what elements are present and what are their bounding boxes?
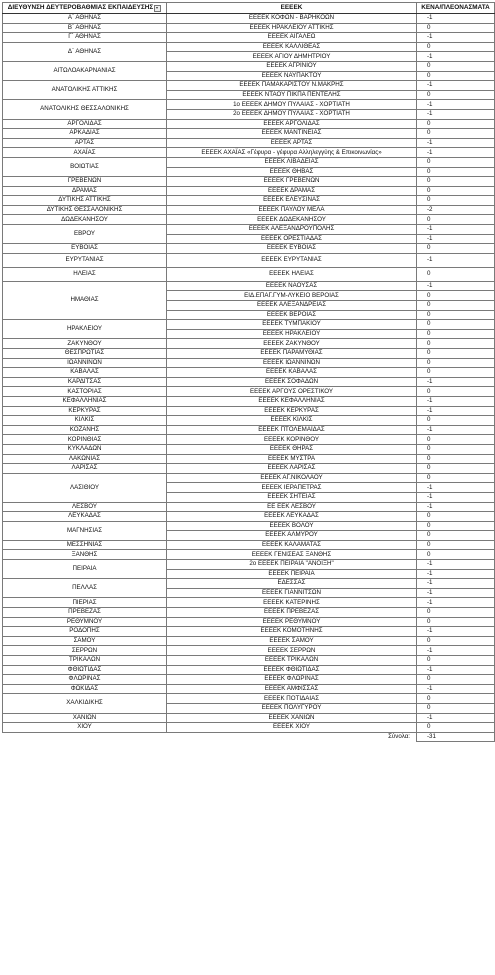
balance-cell[interactable]: 0	[417, 531, 495, 541]
table-row	[3, 196, 495, 206]
balance-cell[interactable]: -1	[417, 109, 495, 119]
table-row	[3, 368, 495, 378]
table-row	[3, 42, 495, 52]
table-row	[3, 215, 495, 225]
school-cell[interactable]: ΕΕΕΕΚ ΑΛΕΞΑΝΔΡΕΙΑΣ	[167, 301, 417, 311]
table-row	[3, 205, 495, 215]
vacancies-table	[2, 2, 495, 742]
directorate-cell[interactable]: ΚΕΡΚΥΡΑΣ	[3, 406, 167, 416]
school-cell[interactable]: ΕΕΕΕΚ ΧΙΟΥ	[167, 723, 417, 733]
table-row	[3, 23, 495, 33]
balance-cell[interactable]: -1	[417, 148, 495, 158]
directorate-cell[interactable]: ΠΕΙΡΑΙΑ	[3, 560, 167, 579]
balance-cell[interactable]: -1	[417, 492, 495, 502]
balance-cell[interactable]: -1	[417, 234, 495, 244]
table-row	[3, 723, 495, 733]
school-cell[interactable]: ΕΕΕΕΚ ΙΩΑΝΝΙΝΩΝ	[167, 358, 417, 368]
directorate-cell[interactable]: ΡΟΔΟΠΗΣ	[3, 627, 167, 637]
balance-cell[interactable]: 0	[417, 512, 495, 522]
directorate-cell[interactable]: ΔΥΤΙΚΗΣ ΑΤΤΙΚΗΣ	[3, 196, 167, 206]
school-cell[interactable]: ΕΕΕΕΚ ΚΕΡΚΥΡΑΣ	[167, 406, 417, 416]
balance-cell[interactable]: -2	[417, 205, 495, 215]
balance-cell[interactable]: -1	[417, 627, 495, 637]
directorate-cell[interactable]: ΕΒΡΟΥ	[3, 225, 167, 244]
table-row	[3, 608, 495, 618]
directorate-cell[interactable]: ΑΧΑΪΑΣ	[3, 148, 167, 158]
school-cell[interactable]: ΕΕΕΕΚ ΘΗΒΑΣ	[167, 167, 417, 177]
table-row	[3, 119, 495, 129]
directorate-cell[interactable]: Δ΄ ΑΘΗΝΑΣ	[3, 42, 167, 61]
table-row	[3, 560, 495, 570]
table-row	[3, 617, 495, 627]
table-row	[3, 14, 495, 24]
balance-cell[interactable]: 0	[417, 416, 495, 426]
directorate-cell[interactable]: ΠΙΕΡΙΑΣ	[3, 598, 167, 608]
table-row	[3, 358, 495, 368]
directorate-cell[interactable]: ΚΑΒΑΛΑΣ	[3, 368, 167, 378]
school-cell[interactable]: ΕΕΕΕΚ ΑΧΑΪΑΣ «Γέφυρα - γέφυρα Αλληλεγγύης & Επικοινωνίας»	[167, 148, 417, 158]
balance-cell[interactable]: 0	[417, 310, 495, 320]
table-row	[3, 148, 495, 158]
balance-cell[interactable]: -1	[417, 225, 495, 235]
school-cell[interactable]: ΕΕΕΕΚ ΠΑΜΑΚΑΡΙΣΤΟΥ Ν.ΜΑΚΡΗΣ	[167, 81, 417, 91]
directorate-cell[interactable]: ΓΡΕΒΕΝΩΝ	[3, 177, 167, 187]
balance-cell[interactable]: 0	[417, 656, 495, 666]
balance-cell[interactable]: -1	[417, 253, 495, 267]
school-cell[interactable]: ΕΕΕΕΚ ΠΡΕΒΕΖΑΣ	[167, 608, 417, 618]
table-row	[3, 425, 495, 435]
table-row	[3, 646, 495, 656]
balance-cell[interactable]: 0	[417, 349, 495, 359]
directorate-cell[interactable]: ΔΡΑΜΑΣ	[3, 186, 167, 196]
school-cell[interactable]: ΕΕΕΕΚ ΚΟΜΟΤΗΝΗΣ	[167, 627, 417, 637]
column-header-label: ΔΙΕΥΘΥΝΣΗ ΔΕΥΤΕΡΟΒΑΘΜΙΑΣ ΕΚΠΑΙΔΕΥΣΗΣ	[7, 3, 154, 11]
directorate-cell[interactable]: ΧΑΛΚΙΔΙΚΗΣ	[3, 694, 167, 713]
table-row	[3, 267, 495, 281]
school-cell[interactable]: 1ο ΕΕΕΕΚ ΔΗΜΟΥ ΠΥΛΑΙΑΣ - ΧΟΡΤΙΑΤΗ	[167, 100, 417, 110]
balance-cell[interactable]: 0	[417, 129, 495, 139]
school-cell[interactable]: ΕΙΔ.ΕΠΑΓ.ΓΥΜ-ΛΥΚΕΙΟ ΒΕΡΟΙΑΣ	[167, 291, 417, 301]
table-row	[3, 138, 495, 148]
school-cell[interactable]: ΕΕΕΕΚ ΟΡΕΣΤΙΑΔΑΣ	[167, 234, 417, 244]
table-row	[3, 598, 495, 608]
table-row	[3, 579, 495, 589]
table-row	[3, 444, 495, 454]
school-cell[interactable]: ΕΕΕΕΚ ΔΡΑΜΑΣ	[167, 186, 417, 196]
balance-cell[interactable]: 0	[417, 387, 495, 397]
balance-cell[interactable]: 0	[417, 358, 495, 368]
school-cell[interactable]: ΕΕΕΕΚ ΙΕΡΑΠΕΤΡΑΣ	[167, 483, 417, 493]
balance-cell[interactable]: 0	[417, 550, 495, 560]
school-cell[interactable]: ΕΕΕΕΚ ΕΥΒΟΙΑΣ	[167, 244, 417, 254]
balance-cell[interactable]: -1	[417, 396, 495, 406]
school-cell[interactable]: ΕΕΕΕΚ ΘΗΡΑΣ	[167, 444, 417, 454]
table-row	[3, 665, 495, 675]
balance-cell[interactable]: -1	[417, 100, 495, 110]
balance-cell[interactable]: 0	[417, 636, 495, 646]
balance-cell[interactable]: 0	[417, 368, 495, 378]
school-cell[interactable]: ΕΕΕΕΚ ΑΓΙΟΥ ΔΗΜΗΤΡΙΟΥ	[167, 52, 417, 62]
balance-cell[interactable]: -1	[417, 598, 495, 608]
school-cell[interactable]: ΕΕ ΕΕΚ ΛΕΣΒΟΥ	[167, 502, 417, 512]
balance-cell[interactable]: 0	[417, 196, 495, 206]
balance-cell[interactable]: -1	[417, 377, 495, 387]
directorate-cell[interactable]: ΦΘΙΩΤΙΔΑΣ	[3, 665, 167, 675]
table-row	[3, 694, 495, 704]
table-row	[3, 396, 495, 406]
balance-cell[interactable]: 0	[417, 464, 495, 474]
directorate-cell[interactable]: ΞΑΝΘΗΣ	[3, 550, 167, 560]
directorate-cell[interactable]: ΑΙΤΩΛΟΑΚΑΡΝΑΝΙΑΣ	[3, 61, 167, 80]
table-row	[3, 33, 495, 43]
school-cell[interactable]: ΕΕΕΕΚ ΠΟΛΥΓΥΡΟΥ	[167, 703, 417, 713]
school-cell[interactable]: ΕΕΕΕΚ ΛΑΡΙΣΑΣ	[167, 464, 417, 474]
directorate-cell[interactable]: ΔΩΔΕΚΑΝΗΣΟΥ	[3, 215, 167, 225]
table-row	[3, 684, 495, 694]
balance-cell[interactable]: 0	[417, 157, 495, 167]
school-cell[interactable]: ΕΕΕΕΚ ΚΑΛΑΜΑΤΑΣ	[167, 540, 417, 550]
balance-cell[interactable]: 0	[417, 435, 495, 445]
directorate-cell[interactable]: ΧΙΟΥ	[3, 723, 167, 733]
school-cell[interactable]: ΕΕΕΕΚ ΠΑΡΑΜΥΘΙΑΣ	[167, 349, 417, 359]
table-row	[3, 435, 495, 445]
directorate-cell[interactable]: ΛΑΚΩΝΙΑΣ	[3, 454, 167, 464]
school-cell[interactable]: ΕΕΕΕΚ ΚΑΛΛΙΘΕΑΣ	[167, 42, 417, 52]
school-cell[interactable]: ΕΕΕΕΚ ΣΟΦΑΔΩΝ	[167, 377, 417, 387]
school-cell[interactable]: ΕΕΕΕΚ ΦΛΩΡΙΝΑΣ	[167, 675, 417, 685]
balance-cell[interactable]: -1	[417, 483, 495, 493]
balance-cell[interactable]: 0	[417, 608, 495, 618]
directorate-cell[interactable]: ΣΕΡΡΩΝ	[3, 646, 167, 656]
table-body	[3, 14, 495, 733]
school-cell[interactable]: ΕΕΕΕΚ ΑΡΤΑΣ	[167, 138, 417, 148]
table-row	[3, 377, 495, 387]
directorate-cell[interactable]: ΚΑΡΔΙΤΣΑΣ	[3, 377, 167, 387]
directorate-cell[interactable]: Α΄ ΑΘΗΝΑΣ	[3, 14, 167, 24]
school-cell[interactable]: ΕΕΕΕΚ ΚΑΤΕΡΙΝΗΣ	[167, 598, 417, 608]
school-cell[interactable]: ΕΕΕΕΚ ΑΡΓΟΛΙΔΑΣ	[167, 119, 417, 129]
directorate-cell[interactable]: ΚΟΡΙΝΘΙΑΣ	[3, 435, 167, 445]
balance-cell[interactable]: 0	[417, 329, 495, 339]
directorate-cell[interactable]: ΑΝΑΤΟΛΙΚΗΣ ΑΤΤΙΚΗΣ	[3, 81, 167, 100]
school-cell[interactable]: ΕΕΕΕΚ ΤΡΙΚΑΛΩΝ	[167, 656, 417, 666]
balance-cell[interactable]: 0	[417, 301, 495, 311]
table-row	[3, 713, 495, 723]
balance-cell[interactable]: 0	[417, 71, 495, 81]
table-row	[3, 540, 495, 550]
table-row	[3, 675, 495, 685]
table-row	[3, 464, 495, 474]
directorate-cell[interactable]: ΗΛΕΙΑΣ	[3, 267, 167, 281]
table-row	[3, 129, 495, 139]
school-cell[interactable]: ΕΕΕΕΚ ΠΑΥΛΟΥ ΜΕΛΑ	[167, 205, 417, 215]
column-header-balance[interactable]: ΚΕΝΑ/ΠΛΕΟΝΑΣΜΑΤΑ	[417, 3, 495, 14]
school-cell[interactable]: ΕΕΕΕΚ ΑΜΦΙΣΣΑΣ	[167, 684, 417, 694]
directorate-cell[interactable]: ΛΑΣΙΘΙΟΥ	[3, 473, 167, 502]
directorate-cell[interactable]: ΦΩΚΙΔΑΣ	[3, 684, 167, 694]
directorate-cell[interactable]: ΙΩΑΝΝΙΝΩΝ	[3, 358, 167, 368]
directorate-cell[interactable]: ΚΙΛΚΙΣ	[3, 416, 167, 426]
balance-cell[interactable]: 0	[417, 119, 495, 129]
school-cell[interactable]: ΕΕΕΕΚ ΜΥΣΤΡΑ	[167, 454, 417, 464]
table-row	[3, 387, 495, 397]
school-cell[interactable]: ΕΕΕΕΚ ΜΑΝΤΙΝΕΙΑΣ	[167, 129, 417, 139]
table-row	[3, 177, 495, 187]
school-cell[interactable]: ΕΕΕΕΚ ΚΑΒΑΛΑΣ	[167, 368, 417, 378]
directorate-cell[interactable]: ΠΡΕΒΕΖΑΣ	[3, 608, 167, 618]
table-row	[3, 253, 495, 267]
directorate-cell[interactable]: ΗΜΑΘΙΑΣ	[3, 281, 167, 319]
school-cell[interactable]: ΕΔΕΣΣΑΣ	[167, 579, 417, 589]
directorate-cell[interactable]: ΑΡΚΑΔΙΑΣ	[3, 129, 167, 139]
school-cell[interactable]: ΕΕΕΕΚ ΑΙΓΑΛΕΩ	[167, 33, 417, 43]
school-cell[interactable]: ΕΕΕΕΚ ΣΑΜΟΥ	[167, 636, 417, 646]
balance-cell[interactable]: -1	[417, 646, 495, 656]
balance-cell[interactable]: 0	[417, 521, 495, 531]
balance-cell[interactable]: 0	[417, 473, 495, 483]
table-row	[3, 454, 495, 464]
directorate-cell[interactable]: ΜΕΣΣΗΝΙΑΣ	[3, 540, 167, 550]
directorate-cell[interactable]: ΡΕΘΥΜΝΟΥ	[3, 617, 167, 627]
header-row	[3, 3, 495, 14]
table-row	[3, 512, 495, 522]
school-cell[interactable]: ΕΕΕΕΚ ΠΕΙΡΑΙΑ	[167, 569, 417, 579]
school-cell[interactable]: ΕΕΕΕΚ ΓΡΕΒΕΝΩΝ	[167, 177, 417, 187]
table-row	[3, 473, 495, 483]
school-cell[interactable]: ΕΕΕΕΚ ΧΑΝΙΩΝ	[167, 713, 417, 723]
balance-cell[interactable]: -1	[417, 281, 495, 291]
balance-cell[interactable]: -1	[417, 579, 495, 589]
balance-cell[interactable]: 0	[417, 454, 495, 464]
school-cell[interactable]: ΕΕΕΕΚ ΓΙΑΝΝΙΤΣΩΝ	[167, 588, 417, 598]
balance-cell[interactable]: 0	[417, 186, 495, 196]
school-cell[interactable]: ΕΕΕΕΚ ΒΟΛΟΥ	[167, 521, 417, 531]
balance-cell[interactable]: 0	[417, 167, 495, 177]
table-row	[3, 521, 495, 531]
school-cell[interactable]: ΕΕΕΕΚ ΑΡΓΟΥΣ ΟΡΕΣΤΙΚΟΥ	[167, 387, 417, 397]
directorate-cell[interactable]: ΕΥΡΥΤΑΝΙΑΣ	[3, 253, 167, 267]
school-cell[interactable]: ΕΕΕΕΚ ΑΛΕΞΑΝΔΡΟΥΠΟΛΗΣ	[167, 225, 417, 235]
table-row	[3, 81, 495, 91]
directorate-cell[interactable]: ΘΕΣΠΡΩΤΙΑΣ	[3, 349, 167, 359]
balance-cell[interactable]: -1	[417, 684, 495, 694]
school-cell[interactable]: ΕΕΕΕΚ ΛΕΥΚΑΔΑΣ	[167, 512, 417, 522]
school-cell[interactable]: 2ο ΕΕΕΕΚ ΔΗΜΟΥ ΠΥΛΑΙΑΣ - ΧΟΡΤΙΑΤΗ	[167, 109, 417, 119]
table-row	[3, 100, 495, 110]
column-header-directorate[interactable]	[3, 3, 167, 14]
directorate-cell[interactable]: ΗΡΑΚΛΕΙΟΥ	[3, 320, 167, 339]
balance-cell[interactable]: 0	[417, 320, 495, 330]
table-row	[3, 61, 495, 71]
table-row	[3, 320, 495, 330]
school-cell[interactable]: ΕΕΕΕΚ ΕΥΡΥΤΑΝΙΑΣ	[167, 253, 417, 267]
balance-cell[interactable]: 0	[417, 675, 495, 685]
directorate-cell[interactable]: ΕΥΒΟΙΑΣ	[3, 244, 167, 254]
school-cell[interactable]: ΕΕΕΕΚ ΝΤΑΟΥ ΠΙΚΠΑ ΠΕΝΤΕΛΗΣ	[167, 90, 417, 100]
directorate-cell[interactable]: ΒΟΙΩΤΙΑΣ	[3, 157, 167, 176]
school-cell[interactable]: ΕΕΕΕΚ ΝΑΟΥΣΑΣ	[167, 281, 417, 291]
table-row	[3, 636, 495, 646]
balance-cell[interactable]: 0	[417, 267, 495, 281]
school-cell[interactable]: ΕΕΕΕΚ ΒΕΡΟΙΑΣ	[167, 310, 417, 320]
total-value[interactable]: -31	[417, 732, 495, 742]
directorate-cell[interactable]: Γ΄ ΑΘΗΝΑΣ	[3, 33, 167, 43]
table-row	[3, 550, 495, 560]
balance-cell[interactable]: 0	[417, 244, 495, 254]
school-cell[interactable]: ΕΕΕΕΚ ΑΓ.ΝΙΚΟΛΑΟΥ	[167, 473, 417, 483]
table-row	[3, 186, 495, 196]
balance-cell[interactable]: 0	[417, 723, 495, 733]
school-cell[interactable]: ΕΕΕΕΚ ΚΙΛΚΙΣ	[167, 416, 417, 426]
table-row	[3, 656, 495, 666]
table-row	[3, 225, 495, 235]
directorate-cell[interactable]: ΤΡΙΚΑΛΩΝ	[3, 656, 167, 666]
dropdown-arrow-icon[interactable]	[154, 5, 161, 12]
balance-cell[interactable]: 0	[417, 694, 495, 704]
table-row	[3, 349, 495, 359]
directorate-cell[interactable]: ΚΕΦΑΛΛΗΝΙΑΣ	[3, 396, 167, 406]
directorate-cell[interactable]: ΖΑΚΥΝΘΟΥ	[3, 339, 167, 349]
school-cell[interactable]: ΕΕΕΕΚ ΚΟΦΩΝ - ΒΑΡΗΚΟΩΝ	[167, 14, 417, 24]
balance-cell[interactable]: 0	[417, 540, 495, 550]
school-cell[interactable]: ΕΕΕΕΚ ΚΟΡΙΝΘΟΥ	[167, 435, 417, 445]
table-row	[3, 157, 495, 167]
balance-cell[interactable]: 0	[417, 177, 495, 187]
balance-cell[interactable]: -1	[417, 502, 495, 512]
balance-cell[interactable]: -1	[417, 713, 495, 723]
school-cell[interactable]: ΕΕΕΕΚ ΣΗΤΕΙΑΣ	[167, 492, 417, 502]
directorate-cell[interactable]: Β΄ ΑΘΗΝΑΣ	[3, 23, 167, 33]
directorate-cell[interactable]: ΔΥΤΙΚΗΣ ΘΕΣΣΑΛΟΝΙΚΗΣ	[3, 205, 167, 215]
directorate-cell[interactable]: ΛΕΥΚΑΔΑΣ	[3, 512, 167, 522]
total-row	[3, 732, 495, 742]
balance-cell[interactable]: -1	[417, 52, 495, 62]
balance-cell[interactable]: -1	[417, 14, 495, 24]
balance-cell[interactable]: 0	[417, 42, 495, 52]
balance-cell[interactable]: -1	[417, 33, 495, 43]
school-cell[interactable]: ΕΕΕΕΚ ΗΡΑΚΛΕΙΟΥ ΑΤΤΙΚΗΣ	[167, 23, 417, 33]
school-cell[interactable]: ΕΕΕΕΚ ΔΩΔΕΚΑΝΗΣΟΥ	[167, 215, 417, 225]
directorate-cell[interactable]: ΑΡΓΟΛΙΔΑΣ	[3, 119, 167, 129]
balance-cell[interactable]: -1	[417, 81, 495, 91]
school-cell[interactable]: ΕΕΕΕΚ ΑΓΡΙΝΙΟΥ	[167, 61, 417, 71]
balance-cell[interactable]: 0	[417, 444, 495, 454]
balance-cell[interactable]: 0	[417, 23, 495, 33]
table-row	[3, 281, 495, 291]
directorate-cell[interactable]: ΜΑΓΝΗΣΙΑΣ	[3, 521, 167, 540]
directorate-cell[interactable]: ΠΕΛΛΑΣ	[3, 579, 167, 598]
balance-cell[interactable]: -1	[417, 560, 495, 570]
column-header-school[interactable]: ΕΕΕΕΚ	[167, 3, 417, 14]
balance-cell[interactable]: -1	[417, 138, 495, 148]
school-cell[interactable]: ΕΕΕΕΚ ΗΡΑΚΛΕΙΟΥ	[167, 329, 417, 339]
balance-cell[interactable]: 0	[417, 291, 495, 301]
school-cell[interactable]: ΕΕΕΕΚ ΑΛΜΥΡΟΥ	[167, 531, 417, 541]
directorate-cell[interactable]: ΛΑΡΙΣΑΣ	[3, 464, 167, 474]
balance-cell[interactable]: 0	[417, 61, 495, 71]
table-row	[3, 627, 495, 637]
balance-cell[interactable]: 0	[417, 703, 495, 713]
balance-cell[interactable]: -1	[417, 406, 495, 416]
balance-cell[interactable]: 0	[417, 90, 495, 100]
school-cell[interactable]: ΕΕΕΕΚ ΛΙΒΑΔΕΙΑΣ	[167, 157, 417, 167]
directorate-cell[interactable]: ΧΑΝΙΩΝ	[3, 713, 167, 723]
school-cell[interactable]: ΕΕΕΕΚ ΖΑΚΥΝΘΟΥ	[167, 339, 417, 349]
balance-cell[interactable]: -1	[417, 569, 495, 579]
school-cell[interactable]: 2ο ΕΕΕΕΚ ΠΕΙΡΑΙΑ "ΑΝΟΙΞΗ"	[167, 560, 417, 570]
school-cell[interactable]: ΕΕΕΕΚ ΕΛΕΥΣΙΝΑΣ	[167, 196, 417, 206]
school-cell[interactable]: ΕΕΕΕΚ ΝΑΥΠΑΚΤΟΥ	[167, 71, 417, 81]
directorate-cell[interactable]: ΚΥΚΛΑΔΩΝ	[3, 444, 167, 454]
directorate-cell[interactable]: ΣΑΜΟΥ	[3, 636, 167, 646]
school-cell[interactable]: ΕΕΕΕΚ ΡΕΘΥΜΝΟΥ	[167, 617, 417, 627]
school-cell[interactable]: ΕΕΕΕΚ ΤΥΜΠΑΚΙΟΥ	[167, 320, 417, 330]
school-cell[interactable]: ΕΕΕΕΚ ΗΛΕΙΑΣ	[167, 267, 417, 281]
balance-cell[interactable]: -1	[417, 665, 495, 675]
directorate-cell[interactable]: ΛΕΣΒΟΥ	[3, 502, 167, 512]
school-cell[interactable]: ΕΕΕΕΚ ΓΕΝΙΣΕΑΣ ΞΑΝΘΗΣ	[167, 550, 417, 560]
table-row	[3, 502, 495, 512]
balance-cell[interactable]: -1	[417, 588, 495, 598]
total-label: Σύνολα:	[388, 733, 410, 741]
directorate-cell[interactable]: ΑΡΤΑΣ	[3, 138, 167, 148]
school-cell[interactable]: ΕΕΕΕΚ ΣΕΡΡΩΝ	[167, 646, 417, 656]
table-row	[3, 416, 495, 426]
school-cell[interactable]: ΕΕΕΕΚ ΠΟΤΙΔΑΙΑΣ	[167, 694, 417, 704]
balance-cell[interactable]: 0	[417, 339, 495, 349]
directorate-cell[interactable]: ΦΛΩΡΙΝΑΣ	[3, 675, 167, 685]
table-row	[3, 244, 495, 254]
table-row	[3, 339, 495, 349]
directorate-cell[interactable]: ΑΝΑΤΟΛΙΚΗΣ ΘΕΣΣΑΛΟΝΙΚΗΣ	[3, 100, 167, 119]
table-row	[3, 406, 495, 416]
school-cell[interactable]: ΕΕΕΕΚ ΚΕΦΑΛΛΗΝΙΑΣ	[167, 396, 417, 406]
directorate-cell[interactable]: ΚΟΖΑΝΗΣ	[3, 425, 167, 435]
directorate-cell[interactable]: ΚΑΣΤΟΡΙΑΣ	[3, 387, 167, 397]
balance-cell[interactable]: 0	[417, 617, 495, 627]
balance-cell[interactable]: -1	[417, 425, 495, 435]
school-cell[interactable]: ΕΕΕΕΚ ΠΤΟΛΕΜΑΪΔΑΣ	[167, 425, 417, 435]
school-cell[interactable]: ΕΕΕΕΚ ΦΘΙΩΤΙΔΑΣ	[167, 665, 417, 675]
balance-cell[interactable]: 0	[417, 215, 495, 225]
